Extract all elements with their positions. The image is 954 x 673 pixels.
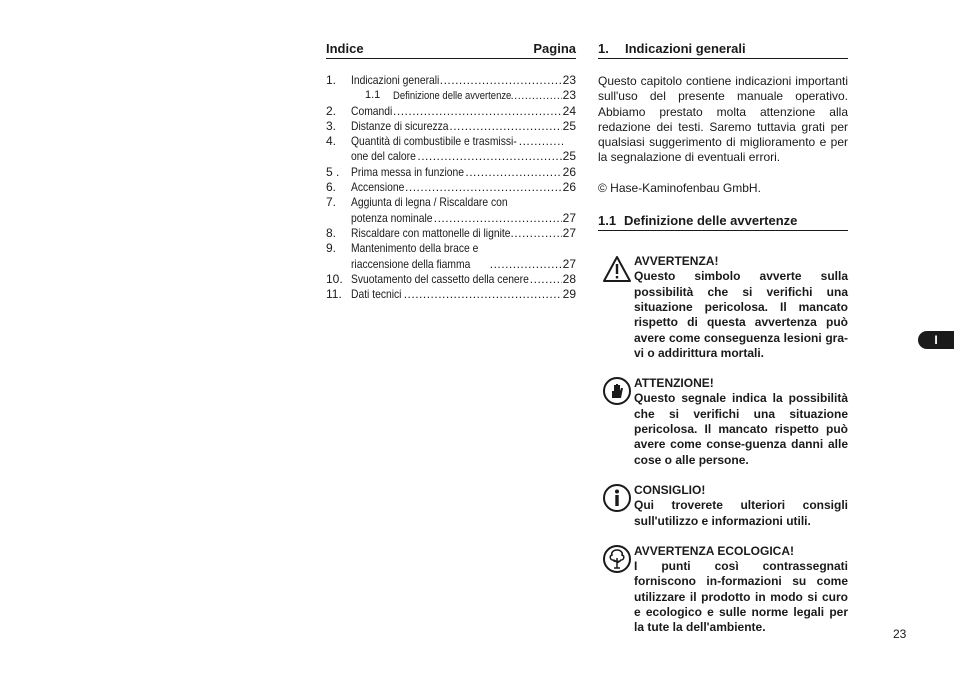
section-heading: 1. Indicazioni generali [598, 40, 848, 59]
toc-entry-page: 23 [562, 73, 576, 87]
toc-entry-page: 24 [562, 103, 576, 118]
notice-title: CONSIGLIO! [634, 482, 706, 497]
toc-entry[interactable]: 5 . Prima messa in funzione ..... 26 [326, 165, 576, 180]
notice-eco [598, 544, 848, 636]
toc-entry[interactable]: 6. Accensione ..... 26 [326, 180, 576, 195]
toc-entry[interactable]: 4. Quantità di combustibile e trasmissi- ..... [326, 134, 576, 149]
toc-entry-continued[interactable] [326, 257, 576, 272]
toc-entry[interactable]: 1.1 Definizione delle avvertenze ..... 23 [326, 88, 576, 103]
toc-entry-title: Distanze di sicurezza [351, 118, 449, 133]
toc-entry-title: Aggiunta di legna / Riscaldare con [351, 195, 508, 210]
toc-entry-title: Mantenimento della brace e [351, 241, 479, 256]
toc-entry-title-continued: one del calore [351, 149, 416, 164]
toc-entry-title: Svuotamento del cassetto della cenere [351, 271, 529, 286]
toc-entry[interactable]: 8. Riscaldare con mattonelle di lignite ..... 27 [326, 226, 576, 241]
toc-entry-page: 25 [562, 118, 576, 133]
toc-entry-page: 28 [562, 271, 576, 286]
notice-attention [598, 376, 848, 468]
toc-entry-page: 27 [562, 225, 576, 240]
toc-entry[interactable]: 10. Svuotamento del cassetto della cenere ..... 28 [326, 272, 576, 287]
toc-entry-page: 26 [562, 164, 576, 179]
page-number: 23 [893, 627, 907, 641]
intro-paragraph: Questo capitolo contiene indicazioni importanti sull'uso del presente manuale operativo. Abbiamo prestato molta attenzione alla redazione dei testi. Saremo tuttavia grati per qualsiasi suggerimento di miglioramento e per la segnalazione di eventuali errori. [598, 74, 848, 165]
toc-entry-title-continued: potenza nominale [351, 210, 433, 225]
toc-entry-page: 27 [562, 256, 576, 271]
toc-entry-title: Comandi [351, 103, 393, 118]
toc-entry[interactable]: 3. Distanze di sicurezza ..... 25 [326, 119, 576, 134]
toc-entry-page: 26 [562, 180, 576, 195]
subsection-title: Definizione delle avvertenze [624, 213, 798, 229]
subsection-heading: 1.1 Definizione delle avvertenze [598, 212, 848, 231]
notice-text: Questo simbolo avverte sulla possibilità che si verifichi una situazione pericolosa. Il mancato rispetto di questa avvertenza può avere come conseguenza lesioni gra-vi o addirittura mortali. [634, 269, 848, 360]
language-tab [918, 331, 954, 349]
copyright-line: © Hase-Kaminofenbau GmbH. [598, 180, 761, 195]
notice-text: Questo segnale indica la possibilità che si verifichi una situazione pericolosa. Il mancato rispetto può avere come conse-guenza danni alle cose o alle persone. [634, 391, 848, 467]
toc-header [326, 40, 576, 59]
toc-entry-title: Accensione [351, 180, 405, 195]
toc-entry-title: Dati tecnici [351, 287, 402, 302]
toc-entry[interactable]: 2. Comandi ..... 24 [326, 104, 576, 119]
toc-list [326, 73, 576, 302]
language-code: I [934, 333, 938, 347]
notice-title: AVVERTENZA ECOLOGICA! [634, 543, 795, 558]
toc-entry-continued[interactable] [326, 149, 576, 164]
notice-text: Qui troverete ulteriori consigli sull'utilizzo e informazioni utili. [634, 498, 848, 528]
table-of-contents [326, 40, 576, 302]
toc-entry-title: Prima messa in funzione [351, 164, 464, 179]
notice-title: ATTENZIONE! [634, 376, 714, 391]
toc-entry-page: 29 [562, 287, 576, 302]
notice-text: I punti così contrassegnati forniscono in-formazioni su come utilizzare il prodotto in modo si curo e ecologico e sulle norme legali per la tute la dell'ambiente. [634, 559, 848, 635]
notice-warning [598, 254, 848, 361]
notice-title: AVVERTENZA! [634, 254, 719, 269]
toc-title: Indice [326, 41, 364, 56]
toc-entry-continued[interactable] [326, 211, 576, 226]
toc-entry-title: Definizione delle avvertenze [393, 90, 512, 103]
hand-attention-icon [602, 376, 632, 406]
toc-entry[interactable]: 9. Mantenimento della brace e [326, 241, 479, 256]
toc-entry-page: 27 [562, 210, 576, 225]
toc-entry[interactable]: 11. Dati tecnici ..... 29 [326, 287, 576, 302]
toc-entry-page: 25 [562, 149, 576, 164]
notice-tip [598, 483, 848, 529]
section-title: Indicazioni generali [625, 41, 746, 56]
toc-entry-title-continued: riaccensione della fiamma [351, 256, 471, 271]
toc-entry[interactable]: 7. Aggiunta di legna / Riscaldare con [326, 195, 508, 210]
toc-entry-title: Riscaldare con mattonelle di lignite [351, 225, 511, 240]
main-content [598, 40, 848, 636]
toc-entry-title: Quantità di combustibile e trasmissi- [351, 134, 517, 149]
tree-eco-icon [602, 544, 632, 574]
info-icon [602, 483, 632, 513]
warning-triangle-icon [602, 254, 632, 284]
toc-entry[interactable]: 1. Indicazioni generali ..... 23 [326, 73, 576, 88]
toc-page-label: Pagina [533, 41, 576, 56]
toc-entry-title: Indicazioni generali [351, 73, 440, 87]
toc-entry-page: 23 [562, 88, 576, 103]
